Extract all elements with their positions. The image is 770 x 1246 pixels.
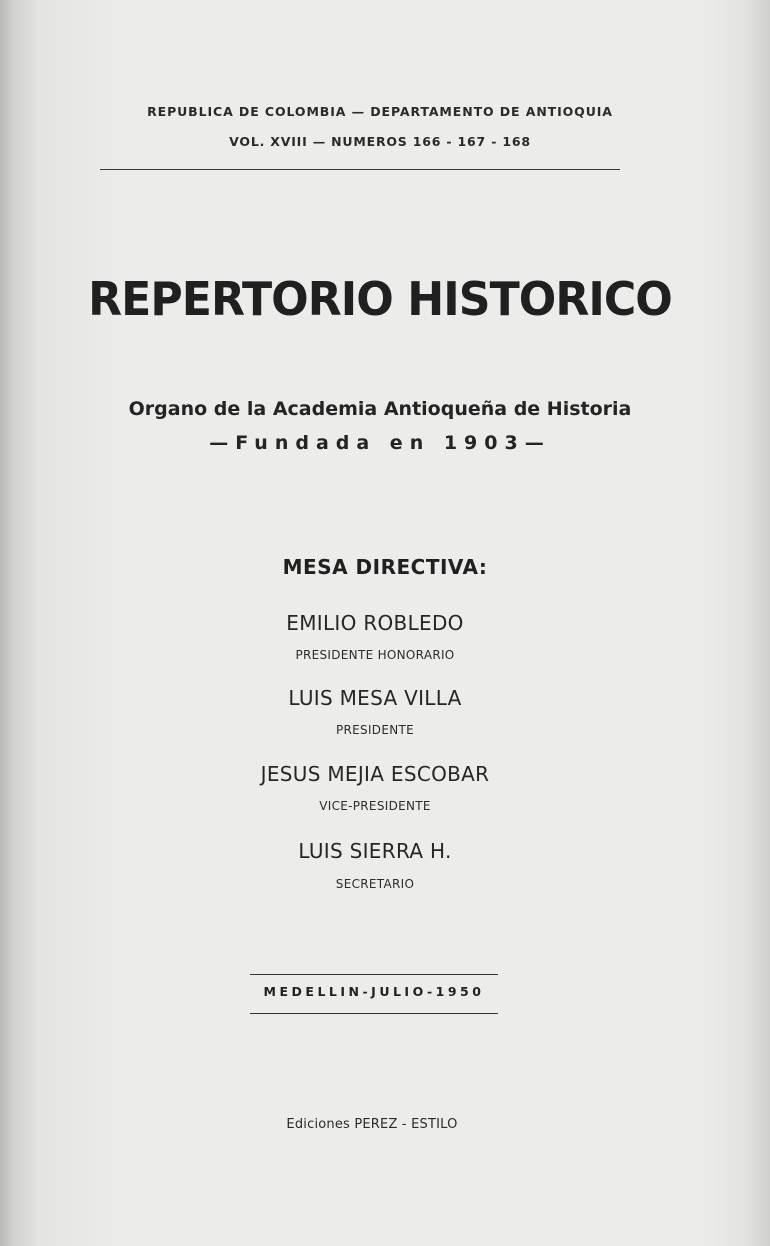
journal-subtitle: Organo de la Academia Antioqueña de Historia: [128, 398, 632, 420]
place-date-bottom-rule: [250, 1013, 498, 1014]
header-volume-numbers: VOL. XVIII — NUMEROS 166 - 167 - 168: [229, 134, 531, 149]
board-member-name: LUIS MESA VILLA: [288, 686, 462, 710]
board-member-role: PRESIDENTE: [335, 723, 415, 737]
journal-title: REPERTORIO HISTORICO: [88, 272, 672, 326]
board-heading: MESA DIRECTIVA:: [282, 555, 488, 579]
board-member-name: EMILIO ROBLEDO: [286, 611, 464, 635]
board-member-name: JESUS MEJIA ESCOBAR: [260, 762, 490, 786]
place-date: MEDELLIN-JULIO-1950: [263, 984, 485, 999]
header-country-department: REPUBLICA DE COLOMBIA — DEPARTAMENTO DE ANTIOQUIA: [147, 104, 613, 119]
founded-line: —Fundada en 1903—: [209, 432, 551, 454]
publisher: Ediciones PEREZ - ESTILO: [286, 1117, 458, 1132]
board-member-role: PRESIDENTE HONORARIO: [295, 648, 455, 662]
top-divider: [100, 169, 620, 170]
board-member-role: VICE-PRESIDENTE: [319, 799, 431, 813]
place-date-top-rule: [250, 974, 498, 975]
board-member-name: LUIS SIERRA H.: [298, 839, 452, 863]
board-member-role: SECRETARIO: [335, 877, 415, 891]
